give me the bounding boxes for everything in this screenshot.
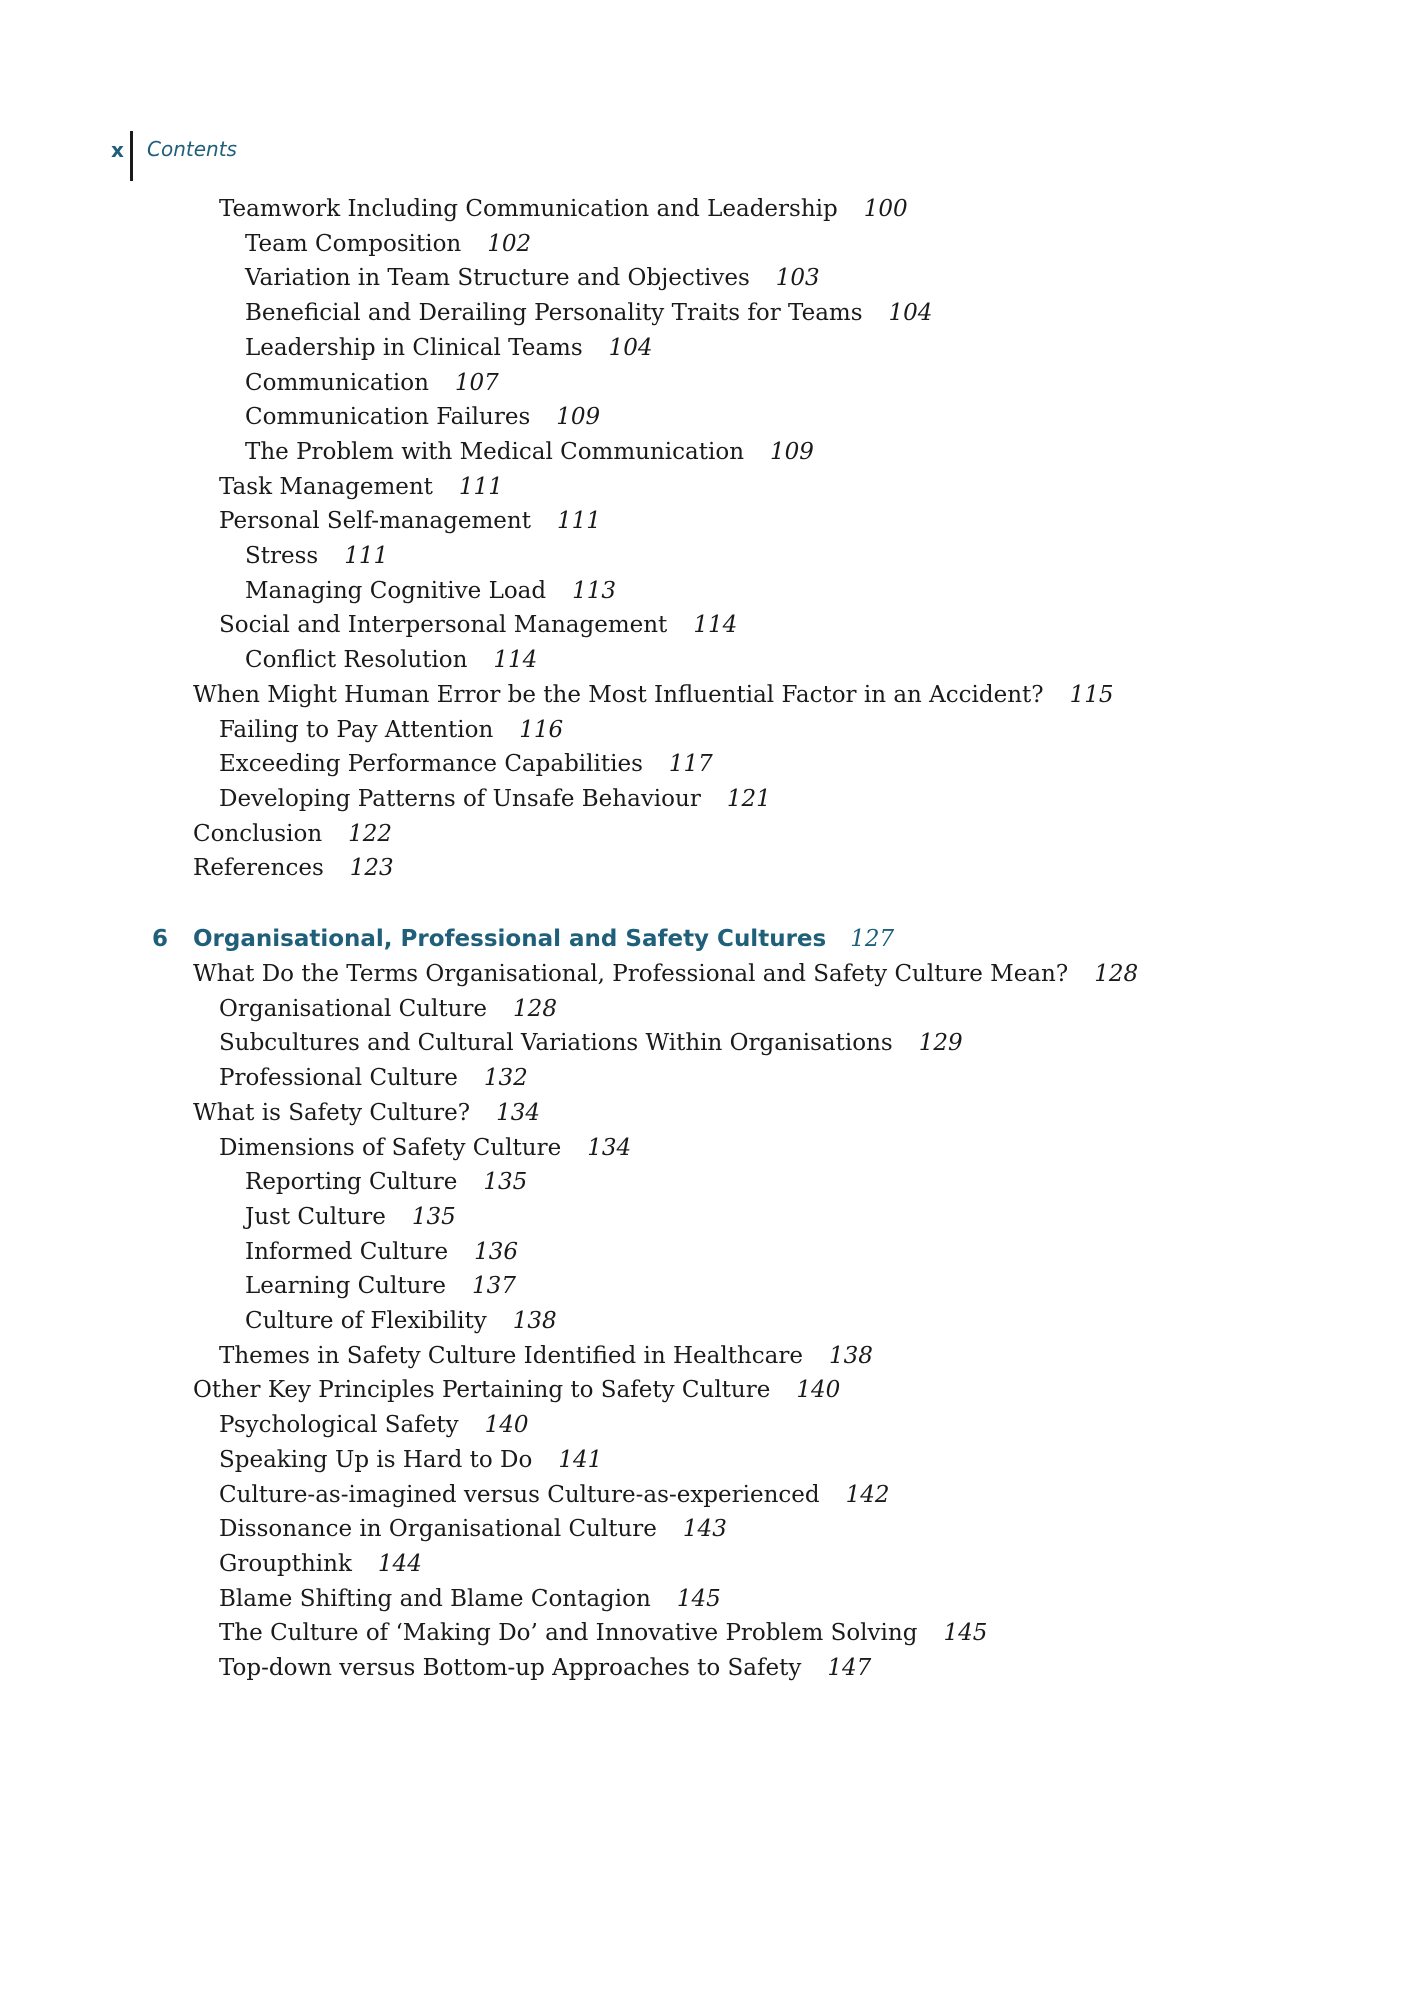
toc-entry[interactable] bbox=[193, 1099, 540, 1126]
toc-entry-page: 111 bbox=[458, 473, 503, 500]
toc-entry[interactable] bbox=[245, 267, 820, 290]
toc-entry-page: 104 bbox=[608, 334, 653, 361]
toc-entry-page: 138 bbox=[828, 1342, 873, 1369]
toc-entry-page: 121 bbox=[726, 785, 771, 812]
toc-entry-title: Culture-as-imagined versus Culture-as-experienced bbox=[219, 1481, 820, 1508]
toc-entry-title: The Culture of ‘Making Do’ and Innovative Problem Solving bbox=[219, 1620, 918, 1647]
toc-entry-title: Organisational Culture bbox=[219, 995, 488, 1022]
toc-entry[interactable] bbox=[245, 649, 537, 672]
page-folio: x bbox=[111, 138, 124, 162]
toc-entry-page: 107 bbox=[454, 369, 499, 396]
toc-entry-title: Other Key Principles Pertaining to Safety Culture bbox=[193, 1377, 771, 1404]
toc-entry-page: 115 bbox=[1069, 681, 1114, 708]
toc-entry-title: Speaking Up is Hard to Do bbox=[219, 1446, 533, 1473]
toc-entry-page: 123 bbox=[349, 855, 394, 882]
toc-entry[interactable] bbox=[219, 198, 908, 221]
toc-entry-title: Top-down versus Bottom-up Approaches to Safety bbox=[219, 1655, 802, 1681]
toc-entry[interactable] bbox=[193, 681, 1114, 708]
toc-entry[interactable] bbox=[193, 857, 394, 880]
toc-entry-title: Dissonance in Organisational Culture bbox=[219, 1516, 657, 1543]
toc-entry-title: Blame Shifting and Blame Contagion bbox=[219, 1585, 651, 1612]
toc-entry-page: 100 bbox=[863, 196, 908, 222]
toc-entry-page: 129 bbox=[918, 1030, 963, 1057]
toc-entry-page: 138 bbox=[512, 1308, 557, 1334]
toc-entry-title: Personal Self-management bbox=[219, 508, 531, 535]
toc-entry[interactable] bbox=[219, 716, 564, 743]
toc-entry[interactable] bbox=[193, 820, 393, 847]
toc-entry-title: Professional Culture bbox=[219, 1065, 458, 1092]
toc-entry-page: 111 bbox=[556, 508, 601, 535]
toc-entry-page: 134 bbox=[496, 1099, 540, 1126]
toc-entry-title: Themes in Safety Culture Identified in Healthcare bbox=[219, 1342, 803, 1369]
toc-entry-page: 143 bbox=[682, 1516, 727, 1543]
toc-entry[interactable] bbox=[219, 1067, 528, 1090]
toc-entry-title: When Might Human Error be the Most Influential Factor in an Accident? bbox=[193, 681, 1044, 708]
toc-entry[interactable] bbox=[219, 1414, 528, 1437]
toc-entry-page: 140 bbox=[484, 1412, 529, 1439]
toc-entry-page: 114 bbox=[493, 647, 538, 674]
toc-entry-title: Social and Interpersonal Management bbox=[219, 612, 668, 639]
toc-entry-title: Variation in Team Structure and Objectives bbox=[245, 265, 750, 292]
toc-entry[interactable] bbox=[219, 1032, 963, 1055]
toc-entry-page: 145 bbox=[676, 1585, 721, 1612]
toc-entry-title: Communication Failures bbox=[245, 404, 531, 431]
toc-entry-page: 136 bbox=[474, 1238, 519, 1265]
toc-entry[interactable] bbox=[245, 1171, 527, 1194]
toc-entry-page: 111 bbox=[344, 543, 389, 569]
toc-entry[interactable] bbox=[219, 1446, 603, 1473]
toc-entry-page: 147 bbox=[827, 1655, 872, 1681]
toc-entry[interactable] bbox=[193, 963, 1138, 986]
toc-entry-page: 122 bbox=[348, 820, 393, 847]
toc-entry-page: 141 bbox=[558, 1446, 603, 1473]
toc-entry[interactable] bbox=[245, 230, 532, 257]
toc-entry-page: 102 bbox=[487, 230, 532, 257]
toc-entry-title: Psychological Safety bbox=[219, 1412, 459, 1439]
toc-entry[interactable] bbox=[245, 1238, 519, 1265]
toc-entry[interactable] bbox=[245, 545, 388, 568]
toc-entry[interactable] bbox=[245, 1203, 456, 1230]
toc-entry[interactable] bbox=[219, 1134, 632, 1161]
header-rule bbox=[130, 131, 133, 181]
toc-entry[interactable] bbox=[245, 1275, 516, 1298]
toc-entry[interactable] bbox=[219, 1481, 890, 1508]
toc-entry-page: 116 bbox=[519, 716, 564, 743]
toc-entry-title: Failing to Pay Attention bbox=[219, 716, 494, 743]
toc-entry-title: Dimensions of Safety Culture bbox=[219, 1134, 562, 1161]
toc-entry[interactable] bbox=[245, 302, 932, 325]
toc-entry-title: Developing Patterns of Unsafe Behaviour bbox=[219, 785, 701, 812]
toc-entry-title: Teamwork Including Communication and Leadership bbox=[219, 196, 838, 222]
toc-entry[interactable] bbox=[245, 406, 600, 429]
toc-entry-title: Stress bbox=[245, 543, 319, 569]
toc-entry-page: 114 bbox=[693, 612, 738, 639]
toc-entry[interactable] bbox=[219, 1657, 871, 1680]
toc-entry[interactable] bbox=[219, 995, 557, 1022]
chapter-page-number: 127 bbox=[850, 926, 895, 952]
toc-entry[interactable] bbox=[219, 1518, 727, 1541]
toc-entry-title: Subcultures and Cultural Variations Within Organisations bbox=[219, 1030, 893, 1057]
toc-entry-page: 137 bbox=[472, 1273, 516, 1300]
toc-entry[interactable] bbox=[245, 334, 653, 361]
toc-entry-page: 142 bbox=[845, 1481, 890, 1508]
toc-entry-page: 135 bbox=[483, 1169, 528, 1196]
toc-entry-title: Task Management bbox=[219, 473, 433, 500]
toc-entry-title: Conflict Resolution bbox=[245, 647, 468, 674]
toc-entry-page: 140 bbox=[796, 1377, 841, 1404]
toc-entry-title: Leadership in Clinical Teams bbox=[245, 334, 583, 361]
toc-entry-page: 103 bbox=[775, 265, 820, 292]
toc-entry[interactable] bbox=[193, 1379, 840, 1402]
toc-entry-title: Just Culture bbox=[245, 1203, 386, 1230]
toc-entry-page: 144 bbox=[377, 1550, 422, 1577]
toc-entry-page: 135 bbox=[411, 1203, 456, 1230]
toc-entry-title: Groupthink bbox=[219, 1550, 352, 1577]
toc-entry[interactable] bbox=[219, 1622, 987, 1645]
toc-entry-page: 128 bbox=[513, 995, 557, 1022]
toc-entry[interactable] bbox=[219, 510, 601, 533]
toc-entry-title: References bbox=[193, 855, 324, 882]
toc-entry-title: Team Composition bbox=[245, 230, 462, 257]
toc-entry[interactable] bbox=[245, 369, 499, 396]
toc-entry-page: 117 bbox=[668, 751, 713, 778]
toc-entry[interactable] bbox=[219, 785, 771, 812]
toc-entry-title: The Problem with Medical Communication bbox=[245, 438, 745, 465]
running-head bbox=[111, 131, 237, 181]
toc-entry-page: 134 bbox=[587, 1134, 632, 1161]
toc-entry-page: 104 bbox=[888, 300, 933, 327]
chapter-title bbox=[193, 928, 894, 951]
toc-entry-title: What is Safety Culture? bbox=[193, 1099, 471, 1126]
running-head-title: Contents bbox=[147, 137, 237, 161]
toc-entry-page: 145 bbox=[943, 1620, 988, 1647]
toc-entry[interactable] bbox=[219, 753, 713, 776]
chapter-number: 6 bbox=[152, 926, 169, 952]
toc-entry[interactable] bbox=[245, 577, 617, 604]
toc-entry-title: Managing Cognitive Load bbox=[245, 577, 547, 604]
toc-entry[interactable] bbox=[219, 614, 737, 637]
toc-entry-title: Reporting Culture bbox=[245, 1169, 458, 1196]
toc-entry-page: 109 bbox=[770, 438, 814, 465]
toc-entry-page: 128 bbox=[1094, 961, 1139, 987]
toc-entry[interactable] bbox=[219, 1585, 721, 1612]
toc-entry[interactable] bbox=[219, 1342, 873, 1369]
toc-entry[interactable] bbox=[245, 438, 814, 465]
toc-entry-title: What Do the Terms Organisational, Professional and Safety Culture Mean? bbox=[193, 961, 1069, 987]
toc-entry[interactable] bbox=[219, 473, 503, 500]
toc-entry-title: Learning Culture bbox=[245, 1273, 447, 1300]
toc-entry-page: 113 bbox=[572, 577, 617, 604]
toc-entry-page: 132 bbox=[483, 1065, 528, 1092]
toc-entry-title: Communication bbox=[245, 369, 429, 396]
toc-entry-title: Beneficial and Derailing Personality Traits for Teams bbox=[245, 300, 863, 327]
toc-entry-title: Informed Culture bbox=[245, 1238, 449, 1265]
toc-entry[interactable] bbox=[245, 1310, 557, 1333]
toc-entry[interactable] bbox=[219, 1550, 422, 1577]
toc-entry-title: Culture of Flexibility bbox=[245, 1308, 487, 1334]
toc-entry-title: Conclusion bbox=[193, 820, 323, 847]
chapter-title-text: Organisational, Professional and Safety Cultures bbox=[193, 926, 827, 952]
toc-entry-page: 109 bbox=[556, 404, 601, 431]
toc-entry-title: Exceeding Performance Capabilities bbox=[219, 751, 643, 778]
